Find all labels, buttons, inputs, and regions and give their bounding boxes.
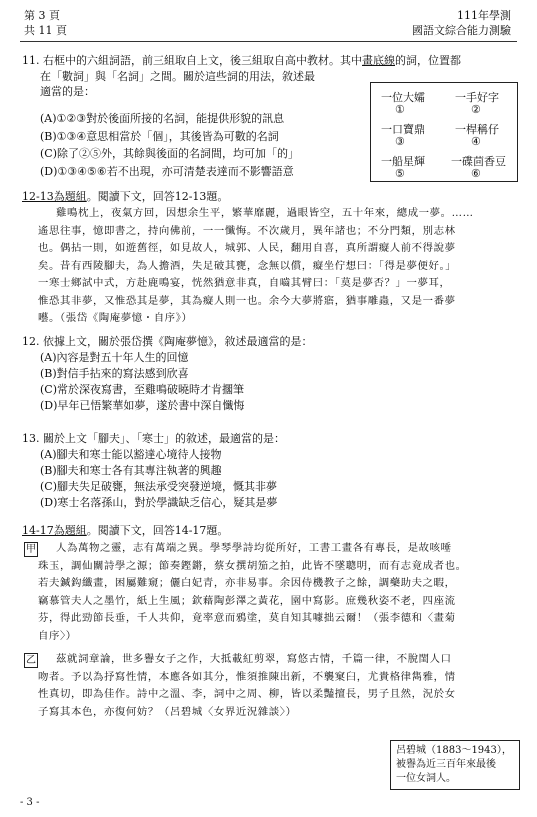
q11-underlined-term: 畫底線	[362, 54, 395, 67]
word-3: 一口寶鼎	[381, 123, 425, 136]
passage-line: 芬，得此勁節長垂，千人共仰，竟率意而鴉塗，莫自知其噱拙云爾！（張李德和〈畫菊	[38, 612, 456, 624]
q11-stem-line1: 11. 右框中的六組詞語，前三組取自上文，後三組取自高中教材。其中畫底線的詞，位置都	[22, 54, 461, 67]
q12-option-a: (A)內容是對五十年人生的回憶	[40, 351, 189, 364]
section-12-13-label: 12-13為題組。閱讀下文，回答12-13題。	[22, 190, 229, 203]
word-5-num: ⑤	[395, 167, 405, 180]
passage-a	[38, 540, 518, 645]
passage-line: 矣。昔有西陵腳夫，為人擔酒，失足破其甕，念無以償，癡坐佇想曰：「得是夢便好。」	[38, 259, 457, 272]
word-6: 一碟茴香豆	[451, 155, 506, 168]
passage-line: 一寒士鄉試中式，方赴鹿鳴宴，恍然猶意非真，自嚙其臂曰：「莫是夢否？」一夢耳，	[38, 277, 451, 289]
passage-line: 囈。（張岱《陶庵夢憶・自序》）	[38, 312, 193, 324]
note-line: 呂碧城（1883～1943），	[396, 745, 512, 756]
section-14-17-label: 14-17為題組。閱讀下文，回答14-17題。	[22, 524, 229, 537]
note-line: 一位女詞人。	[396, 773, 456, 784]
q11-stem-line2: 在「數詞」與「名詞」之間。關於這些詞的用法，敘述最	[40, 69, 315, 83]
page-header-left	[24, 8, 67, 38]
q13-option-c: (C)腳夫失足破甕，無法承受突發逆境，慨其非夢	[40, 480, 277, 493]
author-note-box	[390, 740, 520, 790]
passage-line: 子寫其本色，亦復何妨？（呂碧城〈女界近況雜談〉）	[38, 705, 297, 718]
passage-zhangdai	[38, 205, 518, 328]
q11-option-d: (D)①③④⑤⑥若不出現，亦可清楚表達而不影響語意	[40, 164, 294, 178]
passage-line: 性真切，即為佳作。詩中之溫、李，詞中之周、柳，皆以柔豔擅長，男子且然，況於女	[38, 688, 456, 700]
q13-option-d: (D)寒士名落孫山，對於學識缺乏信心，疑其是夢	[40, 496, 278, 509]
passage-line: 自序〉）	[38, 629, 77, 642]
q11-option-c: (C)除了②⑤外，其餘與後面的名詞間，均可加「的」	[40, 147, 299, 160]
q13-option-a: (A)腳夫和寒士能以豁達心境待人接物	[40, 448, 222, 461]
word-4: 一桿稱仔	[455, 123, 499, 136]
question-13	[22, 431, 522, 511]
q12-option-c: (C)常於深夜寫書，至雞鳴破曉時才肯擱筆	[40, 383, 244, 396]
passage-b	[38, 651, 518, 721]
word-6-num: ⑥	[471, 167, 481, 180]
passage-line: 茲就詞章論，世多譽女子之作，大抵載紅剪翠，寫悠古情，千篇一律，不脫閨人口	[56, 653, 452, 665]
q11-option-a: (A)①②③對於後面所接的名詞，能提供形貌的訊息	[40, 112, 285, 125]
page-number: - 3 -	[20, 797, 40, 808]
word-3-num: ③	[395, 135, 405, 148]
passage-line: 人為萬物之靈，志有萬端之異。學琴學詩均從所好，工書工畫各有專長，是故咳唾	[56, 542, 452, 554]
passage-line: 若夫鍼鈎纖畫，困屬難窺；儷白妃青，亦非易事。余因侍機教子之餘，調藥助夫之暇，	[38, 577, 456, 589]
note-line: 被譽為近三百年來最後	[396, 759, 496, 770]
word-1: 一位大孀	[381, 91, 425, 104]
exam-year: 111年學測	[457, 9, 511, 22]
q13-stem: 13. 關於上文「腳夫」、「寒士」的敘述，最適當的是：	[22, 432, 285, 445]
passage-line: 雞鳴枕上，夜氣方回，因想余生平，繁華靡麗，過眼皆空，五十年來，總成一夢。……	[56, 207, 474, 219]
q12-stem: 12. 依據上文，關於張岱撰《陶庵夢憶》，敘述最適當的是：	[22, 335, 313, 348]
word-5: 一船星輝	[381, 155, 425, 168]
word-4-num: ④	[471, 135, 481, 148]
q11-option-b: (B)①③④意思相當於「個」，其後皆為可數的名詞	[40, 129, 279, 143]
passage-b-tag: 乙	[26, 655, 36, 666]
exam-subject: 國語文綜合能力測驗	[412, 24, 511, 37]
q12-option-d: (D)早年已悟繁華如夢，遂於書中深自懺悔	[40, 399, 245, 412]
q12-option-b: (B)對信手拈來的寫法感到欣喜	[40, 367, 189, 380]
page-label: 第 3 頁	[24, 9, 60, 22]
question-12	[22, 334, 522, 414]
header-rule	[20, 41, 517, 42]
passage-line: 惟恐其非夢，又惟恐其是夢，其為癡人則一也。余今大夢將寤，猶事雕蟲，又是一番夢	[38, 294, 456, 307]
word-1-num: ①	[395, 103, 405, 116]
page-header-right	[412, 8, 511, 38]
q13-option-b: (B)腳夫和寒士各有其專注執著的興趣	[40, 464, 222, 477]
q11-stem-line3: 適當的是：	[40, 85, 95, 98]
passage-line: 吻者。予以為抒寫性情，本應各如其分，惟須推陳出新，不襲窠臼，尤貴格律雋雅，情	[38, 670, 456, 683]
passage-a-tag: 甲	[26, 544, 36, 555]
total-pages-label: 共 11 頁	[24, 24, 67, 37]
passage-line: 珠玉，調仙關詩學之源；節奏鏗鏘，蔡女撰胡笳之拍，此皆不墜聰明，而有志竟成者也。	[38, 559, 467, 572]
q11-word-box	[370, 82, 518, 182]
passage-line: 遙思往事，憶即書之，持向佛前，一一懺悔。不次歲月，異年諸也；不分門類，別志林	[38, 224, 456, 237]
passage-line: 也。偶拈一則，如遊舊徑，如見故人，城郭、人民，翻用自喜，真所謂癡人前不得說夢	[38, 242, 456, 254]
word-2: 一手好字	[455, 91, 499, 104]
q11-options	[40, 110, 360, 180]
word-2-num: ②	[471, 103, 481, 116]
passage-line: 竊慕管夫人之墨竹，紙上生風；欽藉陶彭澤之黃花，園中寫影。庶幾秋姿不老，四座流	[38, 594, 456, 607]
